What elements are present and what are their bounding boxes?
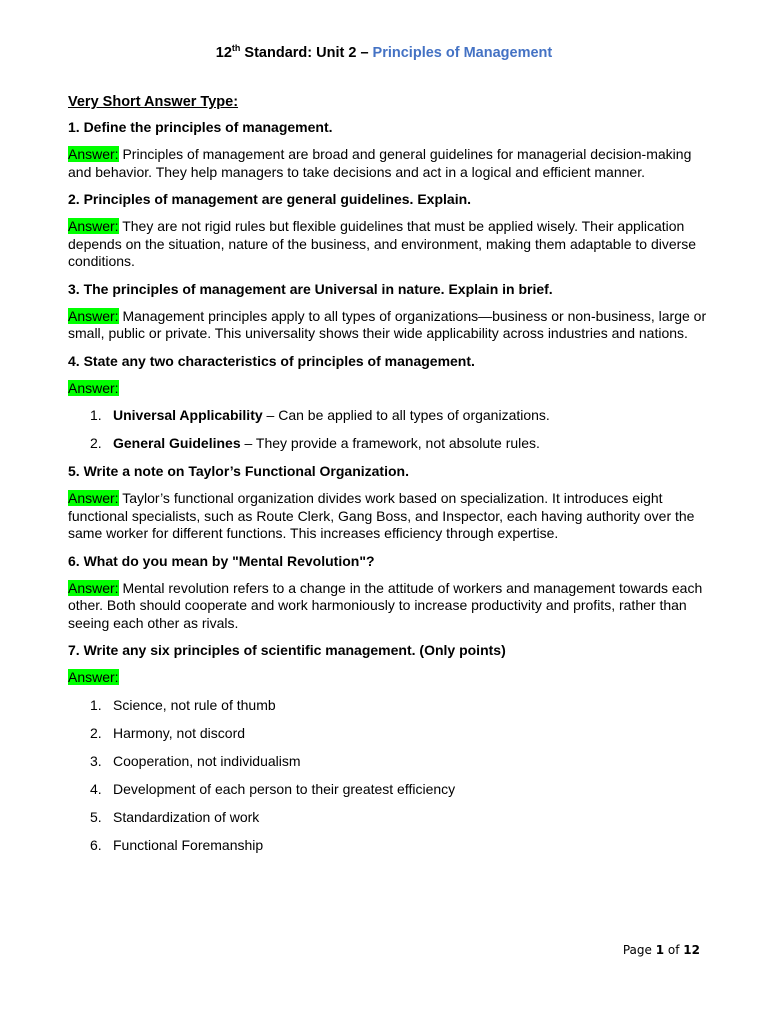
answer-5 — [68, 490, 708, 543]
answer-6 — [68, 580, 708, 633]
footer-total-pages: 12 — [683, 943, 700, 957]
page-footer — [623, 943, 700, 957]
answer-label: Answer: — [68, 218, 119, 234]
question-7: 7. Write any six principles of scientific management. (Only points) — [68, 642, 506, 658]
list-text: Functional Foremanship — [113, 836, 264, 853]
list-item — [68, 407, 708, 424]
question-2: 2. Principles of management are general guidelines. Explain. — [68, 191, 472, 207]
list-number: 1. — [90, 696, 102, 713]
title-superscript: th — [231, 43, 241, 54]
list-item — [68, 435, 708, 452]
section-heading: Very Short Answer Type: — [68, 94, 239, 110]
question-6: 6. What do you mean by "Mental Revolution"? — [68, 552, 375, 569]
list-number: 6. — [90, 836, 102, 853]
document-body — [68, 93, 708, 865]
answer-1 — [68, 146, 708, 181]
answer-3 — [68, 308, 708, 343]
answer-label: Answer: — [68, 579, 119, 596]
list-number: 1. — [90, 407, 102, 423]
list-item — [68, 697, 708, 714]
list-number: 2. — [90, 435, 102, 451]
list-text: Harmony, not discord — [113, 724, 246, 741]
question-5: 5. Write a note on Taylor’s Functional Organization. — [68, 463, 409, 479]
list-text: Standardization of work — [113, 808, 260, 825]
answer-7 — [68, 669, 708, 687]
answer-label: Answer: — [68, 307, 119, 324]
footer-current-page: 1 — [655, 943, 665, 957]
list-desc: – Can be applied to all types of organizations. — [262, 407, 550, 423]
answer-7-list — [68, 697, 708, 854]
title-prefix: 12 — [215, 45, 232, 61]
list-text: Development of each person to their greatest efficiency — [113, 780, 456, 797]
answer-text: Principles of management are broad and general guidelines for managerial decision-making and behavior. They help managers to take decisions and act in a logical and efficient manner. — [68, 146, 692, 180]
answer-4-list — [68, 407, 708, 452]
list-number: 5. — [90, 808, 102, 825]
question-4: 4. State any two characteristics of principles of management. — [68, 352, 475, 369]
list-number: 4. — [90, 780, 102, 797]
answer-2 — [68, 218, 708, 271]
list-item — [68, 837, 708, 854]
title-accent: Principles of Management — [372, 45, 553, 61]
list-term: General Guidelines — [113, 435, 241, 451]
answer-text: Mental revolution refers to a change in the attitude of workers and management towards each other. Both should cooperate and work harmoniously to increase productivity and profits, rather than seeing each other as rivals. — [68, 579, 703, 631]
list-text: Cooperation, not individualism — [113, 752, 301, 769]
page-title — [0, 45, 768, 61]
list-number: 2. — [90, 724, 102, 741]
answer-text: They are not rigid rules but flexible guidelines that must be applied wisely. Their application depends on the situation, nature of the business, and environment, making them adaptable to diverse conditions. — [68, 218, 697, 269]
list-item — [68, 809, 708, 826]
list-text: Science, not rule of thumb — [113, 696, 276, 713]
answer-text: Taylor’s functional organization divides work based on specialization. It introduces eight functional specialists, such as Route Clerk, Gang Boss, and Inspector, each having authority over the same worker for different functions. This increases efficiency through expertise. — [68, 490, 695, 541]
footer-of-word: of — [664, 943, 684, 957]
answer-text: Management principles apply to all types of organizations—business or non-business, large or small, public or private. This universality shows their wide applicability across industries and nations. — [68, 307, 707, 341]
question-3: 3. The principles of management are Universal in nature. Explain in brief. — [68, 280, 553, 297]
footer-page-word: Page — [622, 943, 656, 957]
answer-label: Answer: — [68, 490, 119, 506]
question-1: 1. Define the principles of management. — [68, 119, 333, 135]
answer-4 — [68, 380, 708, 398]
list-item — [68, 753, 708, 770]
list-desc: – They provide a framework, not absolute rules. — [240, 435, 540, 451]
answer-label: Answer: — [68, 669, 119, 685]
list-number: 3. — [90, 752, 102, 769]
answer-label: Answer: — [68, 146, 119, 162]
list-item — [68, 781, 708, 798]
title-middle: Standard: Unit 2 – — [240, 45, 373, 61]
answer-label: Answer: — [68, 379, 119, 396]
list-term: Universal Applicability — [113, 407, 263, 423]
list-item — [68, 725, 708, 742]
